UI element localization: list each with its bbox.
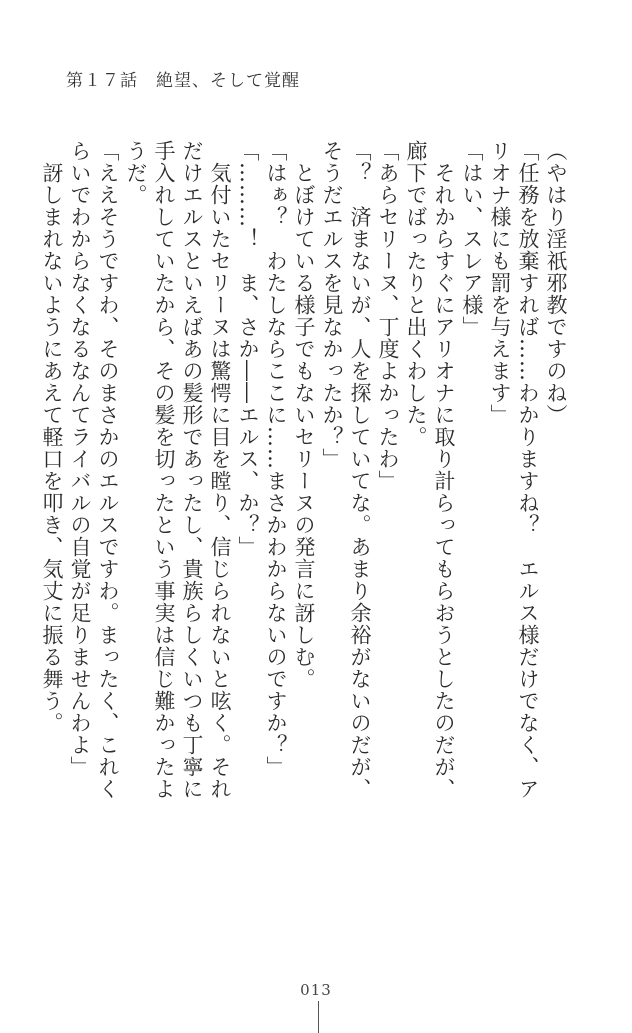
chapter-title: 第１７話 絶望、そして覚醒 [66, 71, 300, 91]
paragraph: 「あらセリーヌ、丁度よかったわ」 [376, 140, 400, 492]
paragraph: 「………！ ま、さか――エルス、か？」 [236, 140, 260, 558]
paragraph: 「ええそうですわ、そのまさかのエルスですわ。まったく、これくらいでわからなくなるなんてライバルの自覚が足りませんわよ」 [68, 140, 120, 800]
paragraph: とぼけている様子でもないセリーヌの発言に訝しむ。 [292, 140, 316, 690]
paragraph: 訝しまれないようにあえて軽口を叩き、気丈に振る舞う。 [40, 140, 64, 734]
paragraph: 気付いたセリーヌは驚愕に目を瞠り、信じられないと呟く。それだけエルスといえばあの髪形であったし、貴族らしくいつも丁寧に手入れしていたから、その髪を切ったという事実は信じ難かったようだ。 [124, 140, 232, 800]
paragraph: （やはり淫祇邪教ですのね） [544, 140, 568, 426]
paragraph: それからすぐにアリオナに取り計らってもらおうとしたのだが、廊下でばったりと出くわした。 [404, 140, 456, 800]
paragraph: 「はぁ？ わたしならここに……まさかわからないのですか？」 [264, 140, 288, 778]
paragraph: 「任務を放棄すれば……わかりますね？ エルス様だけでなく、アリオナ様にも罰を与えます」 [488, 140, 540, 800]
vertical-body-text [40, 140, 570, 820]
page-number: 013 [300, 981, 332, 999]
page-marker-line [318, 1001, 319, 1033]
paragraph: 「？ 済まないが、人を探していてな。あまり余裕がないのだが、そうだエルスを見なかったか？」 [320, 140, 372, 800]
paragraph: 「はい、スレア様」 [460, 140, 484, 338]
